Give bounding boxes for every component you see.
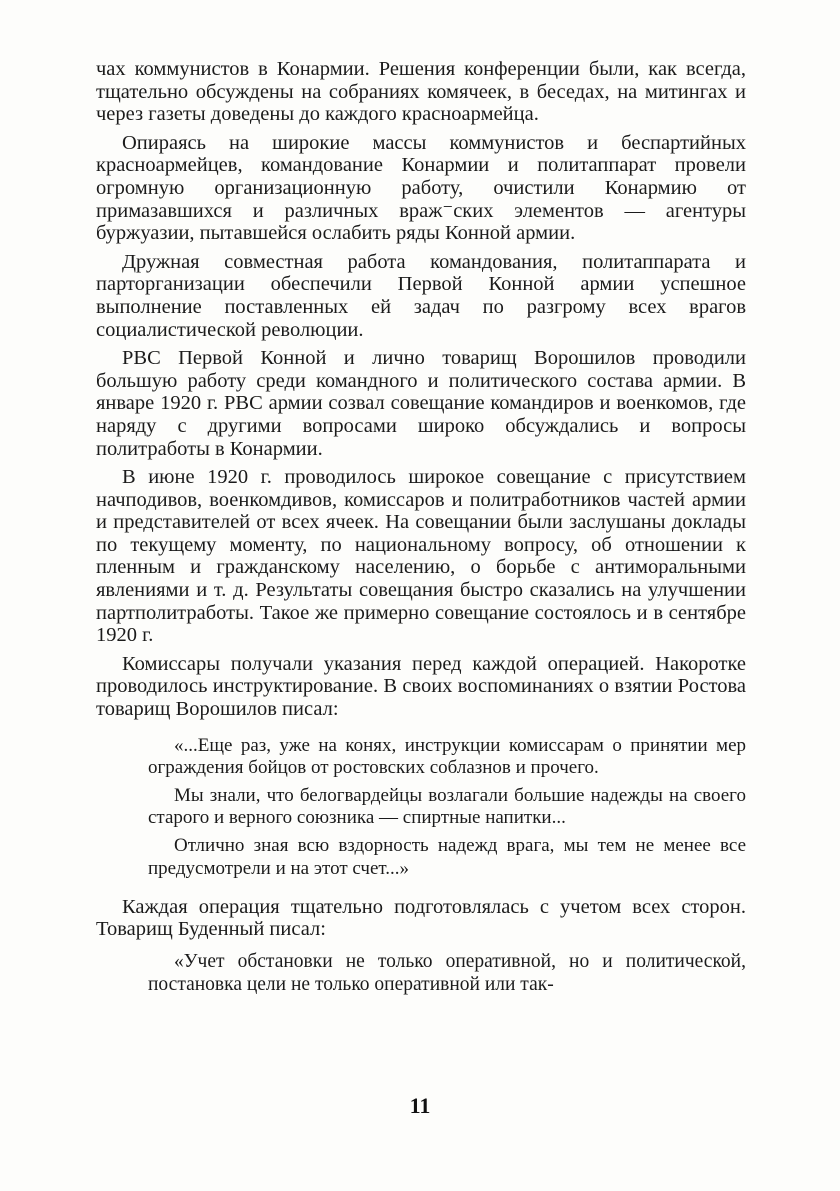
page-number: 11 — [409, 1093, 431, 1118]
paragraph-2: Опираясь на широкие массы коммунистов и беспартийных красноармейцев, командование Конармии и политаппарат провели огромную организационную работу, очистили Конармию от примазавшихся и различных враж⁻ских элементов — агентуры буржуазии, пытавшейся ослабить ряды Конной армии. — [96, 131, 746, 245]
budenny-quote: «Учет обстановки не только оперативной, но и политической, постановка цели не только оперативной или так- — [148, 951, 746, 995]
text-column — [96, 58, 746, 996]
quote-paragraph-2: Мы знали, что белогвардейцы возлагали большие надежды на своего старого и верного союзника — спиртные напитки... — [148, 785, 746, 829]
paragraph-4: РВС Первой Конной и лично товарищ Ворошилов проводили большую работу среди командного и политического состава армии. В январе 1920 г. РВС армии созвал совещание командиров и военкомов, где наряду с другими вопросами широко обсуждались и вопросы политработы в Конармии. — [96, 347, 746, 460]
paragraph-6: Комиссары получали указания перед каждой операцией. Накоротке проводилось инструктирование. В своих воспоминаниях о взятии Ростова товарищ Ворошилов писал: — [96, 652, 746, 721]
quote-paragraph-3: Отлично зная всю вздорность надежд врага, мы тем не менее все предусмотрели и на этот счет...» — [148, 835, 746, 879]
voroshilov-quote — [148, 735, 746, 880]
paragraph-1: чах коммунистов в Конармии. Решения конференции были, как всегда, тщательно обсуждены на собраниях комячеек, в беседах, на митингах и через газеты доведены до каждого красноармейца. — [96, 58, 746, 126]
paragraph-5: В июне 1920 г. проводилось широкое совещание с присутствием начподивов, военкомдивов, комиссаров и политработников частей армии и представителей от всех ячеек. На совещании были заслушаны доклады по текущему моменту, по национальному вопросу, об отношении к пленным и гражданскому населению, о борьбе с антиморальными явлениями и т. д. Результаты совещания быстро сказались на улучшении партполитработы. Такое же примерно совещание состоялось и в сентябре 1920 г. — [96, 466, 746, 647]
paragraph-3: Дружная совместная работа командования, политаппарата и парторганизации обеспечили Первой Конной армии успешное выполнение поставленных ей задач по разгрому всех врагов социалистической революции. — [96, 250, 746, 341]
quote-paragraph-1: «...Еще раз, уже на конях, инструкции комиссарам о принятии мер ограждения бойцов от ростовских соблазнов и прочего. — [148, 734, 746, 778]
paragraph-after-quote: Каждая операция тщательно подготовлялась с учетом всех сторон. Товарищ Буденный писал: — [96, 895, 746, 941]
